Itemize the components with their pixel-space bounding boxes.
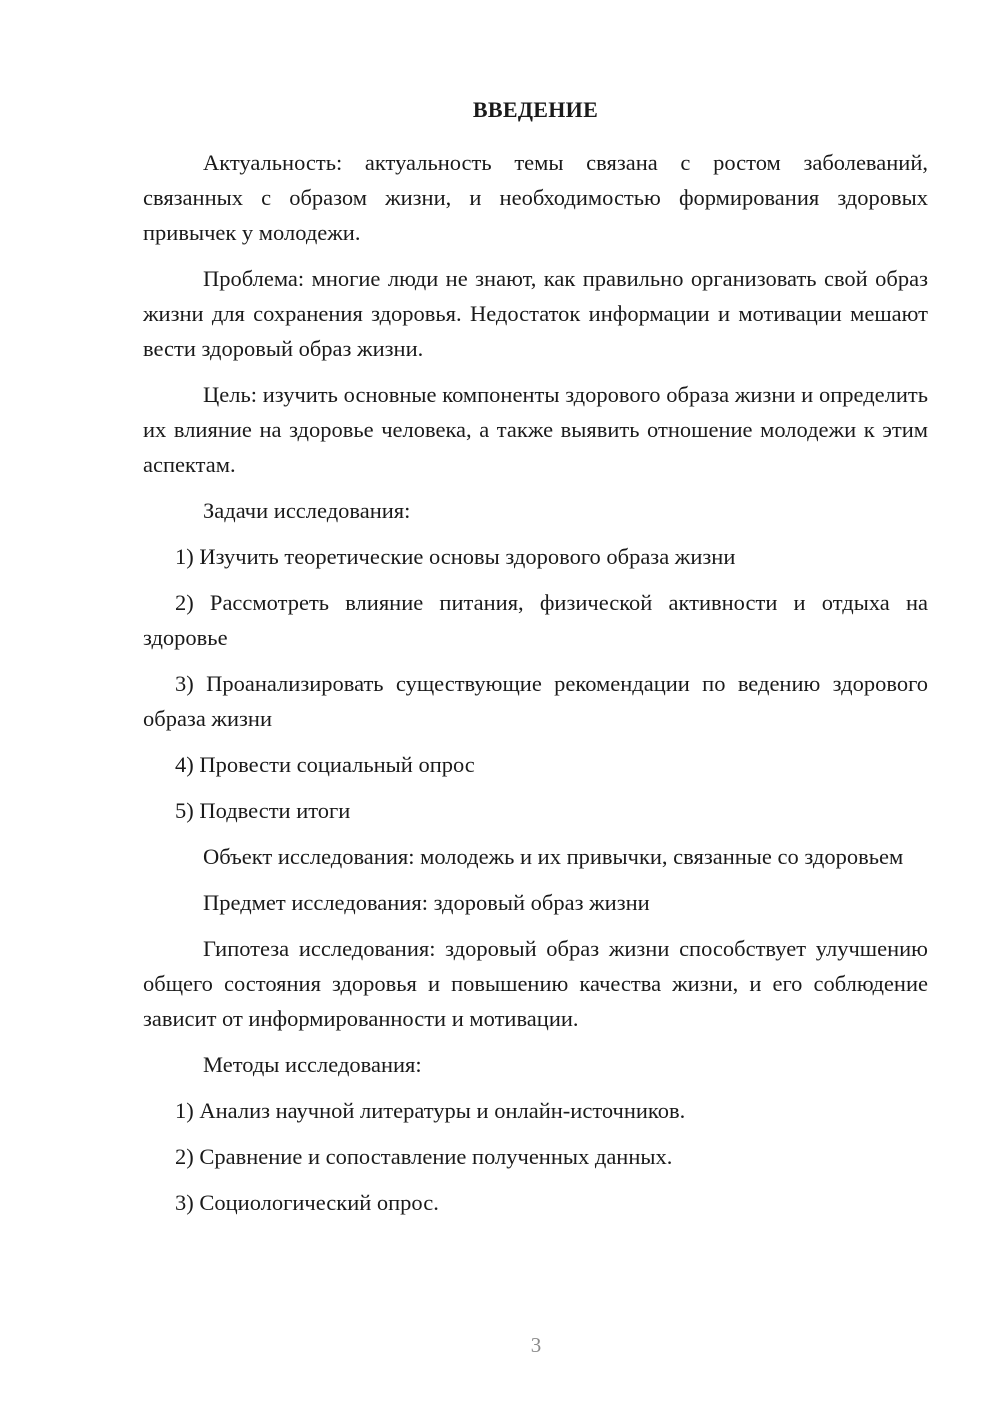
relevance-paragraph: Актуальность: актуальность темы связана с ростом заболеваний, связанных с образом жизни, и необходимостью формирования здоровых привычек у молодежи.: [143, 150, 928, 245]
hypothesis-paragraph: Гипотеза исследования: здоровый образ жизни способствует улучшению общего состояния здоровья и повышению качества жизни, и его соблюдение зависит от информированности и мотивации.: [143, 936, 928, 1031]
task-item: 1) Изучить теоретические основы здорового образа жизни: [175, 544, 736, 569]
page-number: 3: [530, 1333, 542, 1357]
goal-paragraph: Цель: изучить основные компоненты здорового образа жизни и определить их влияние на здоровье человека, а также выявить отношение молодежи к этим аспектам.: [143, 382, 928, 477]
document-page: [143, 93, 928, 1231]
task-item: 5) Подвести итоги: [175, 798, 351, 823]
section-title: ВВЕДЕНИЕ: [472, 97, 599, 122]
method-item: 3) Социологический опрос.: [175, 1190, 439, 1215]
object-paragraph: Объект исследования: молодежь и их привычки, связанные со здоровьем: [203, 844, 904, 869]
task-item: 4) Провести социальный опрос: [175, 752, 475, 777]
subject-paragraph: Предмет исследования: здоровый образ жизни: [203, 890, 650, 915]
task-item: 3) Проанализировать существующие рекомендации по ведению здорового образа жизни: [143, 671, 928, 731]
methods-heading: Методы исследования:: [203, 1052, 422, 1077]
method-item: 2) Сравнение и сопоставление полученных данных.: [175, 1144, 673, 1169]
tasks-heading: Задачи исследования:: [203, 498, 411, 523]
method-item: 1) Анализ научной литературы и онлайн-источников.: [175, 1098, 686, 1123]
problem-paragraph: Проблема: многие люди не знают, как правильно организовать свой образ жизни для сохранения здоровья. Недостаток информации и мотивации мешают вести здоровый образ жизни.: [143, 266, 928, 361]
task-item: 2) Рассмотреть влияние питания, физической активности и отдыха на здоровье: [143, 590, 928, 650]
